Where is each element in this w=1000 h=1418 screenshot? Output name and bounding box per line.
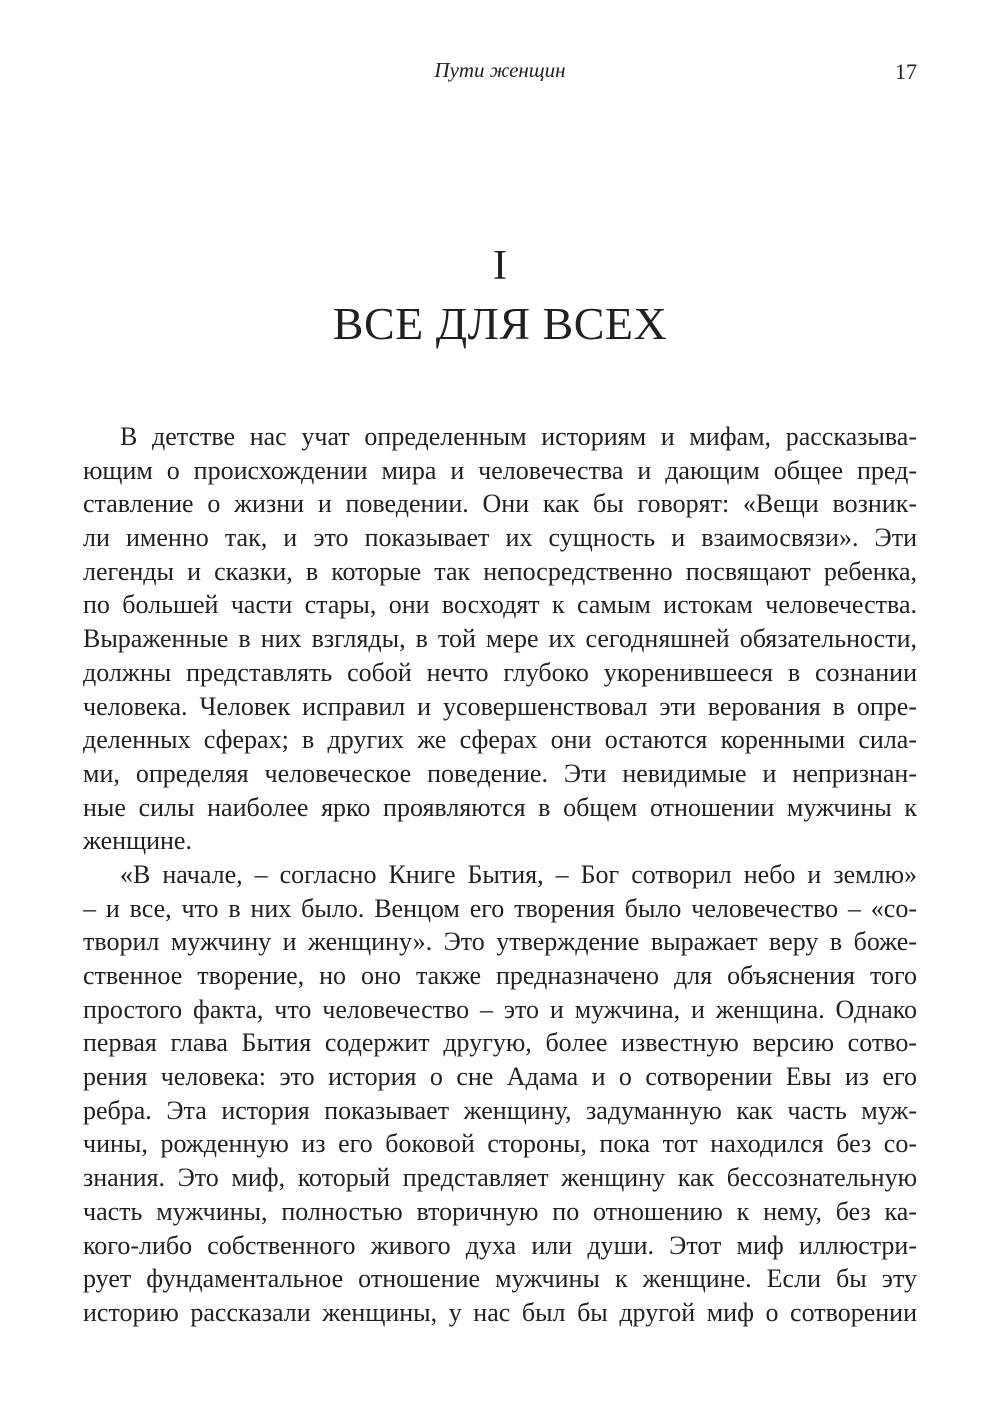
text-line: женщине.: [83, 826, 192, 856]
chapter-title: ВСЕ ДЛЯ ВСЕХ: [332, 298, 668, 349]
text-line: легенды и сказки, в которые так непосредственно посвящают ребенка,: [83, 556, 917, 586]
text-line: знания. Это миф, который представляет женщину как бессознательную: [83, 1163, 917, 1193]
text-line: «В начале, – согласно Книге Бытия, – Бог сотворил небо и землю»: [120, 859, 917, 889]
body-text: [83, 420, 917, 1330]
page-number: 17: [895, 59, 917, 84]
text-line: ющим о происхождении мира и человечества и дающим общее пред-: [83, 455, 917, 485]
running-header-title: Пути женщин: [434, 58, 566, 82]
text-line: ставление о жизни и поведении. Они как бы говорят: «Вещи возник-: [83, 489, 917, 519]
text-line: первая глава Бытия содержит другую, более известную версию сотво-: [83, 1028, 917, 1058]
text-line: деленных сферах; в других же сферах они остаются коренными сила-: [83, 725, 917, 755]
text-line: Выраженные в них взгляды, в той мере их сегодняшней обязательности,: [83, 624, 917, 654]
text-line: ли именно так, и это показывает их сущность и взаимосвязи». Эти: [83, 523, 917, 553]
text-line: должны представлять собой нечто глубоко укоренившееся в сознании: [83, 657, 917, 687]
paragraph: [83, 420, 917, 858]
text-line: по большей части стары, они восходят к самым истокам человечества.: [83, 590, 917, 620]
text-line: В детстве нас учат определенным историям и мифам, рассказыва-: [120, 422, 917, 451]
text-line: творил мужчину и женщину». Это утверждение выражает веру в боже-: [83, 927, 917, 957]
text-line: рует фундаментальное отношение мужчины к женщине. Если бы эту: [83, 1264, 917, 1294]
text-line: чины, рожденную из его боковой стороны, пока тот находился без со-: [83, 1129, 917, 1159]
text-line: простого факта, что человечество – это и мужчина, и женщина. Однако: [83, 994, 917, 1024]
text-line: рения человека: это история о сне Адама и о сотворении Евы из его: [83, 1062, 917, 1092]
text-line: историю рассказали женщины, у нас был бы другой миф о сотворении: [83, 1297, 917, 1327]
text-line: часть мужчины, полностью вторичную по отношению к нему, без ка-: [83, 1196, 917, 1226]
text-line: – и все, что в них было. Венцом его творения было человечество – «со-: [83, 893, 917, 923]
text-line: кого-либо собственного живого духа или души. Этот миф иллюстри-: [83, 1230, 917, 1260]
text-line: человека. Человек исправил и усовершенствовал эти верования в опре-: [83, 691, 917, 721]
text-line: ные силы наиболее ярко проявляются в общем отношении мужчины к: [83, 792, 917, 822]
text-line: ребра. Эта история показывает женщину, задуманную как часть муж-: [83, 1095, 917, 1125]
text-line: ми, определяя человеческое поведение. Эти невидимые и непризнан-: [83, 758, 917, 788]
paragraph: [83, 858, 917, 1330]
chapter-number: I: [493, 243, 507, 289]
text-line: ственное творение, но оно также предназначено для объяснения того: [83, 961, 917, 990]
